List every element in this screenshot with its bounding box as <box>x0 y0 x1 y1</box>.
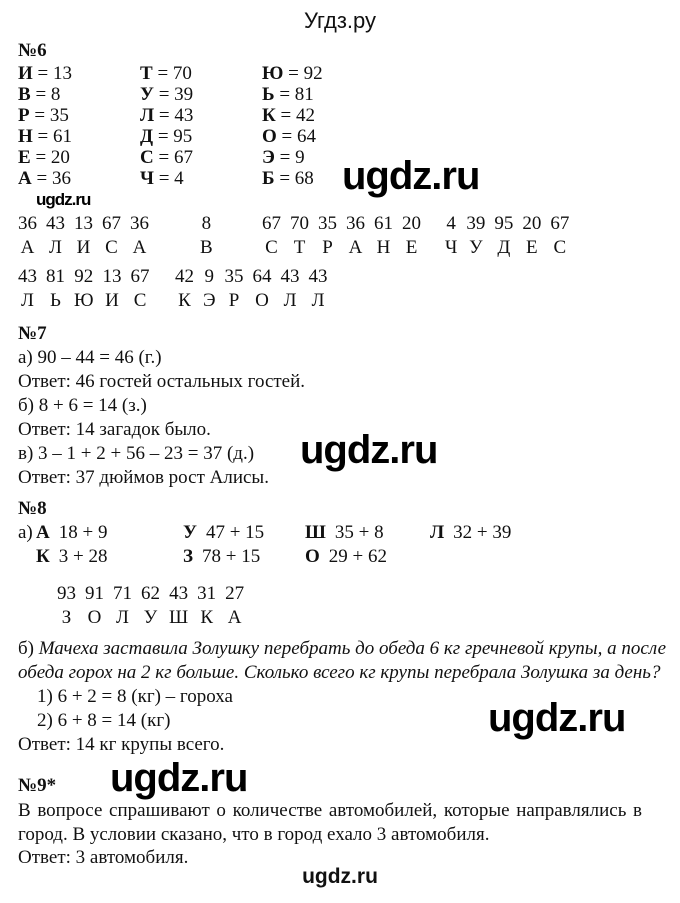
expression-item <box>305 546 387 568</box>
code-pair <box>74 212 93 260</box>
code-pair <box>85 582 104 630</box>
task-9-title: №9* <box>18 775 57 796</box>
code-number: 35 <box>224 266 244 287</box>
code-number: 4 <box>446 213 456 234</box>
task-6-title: №6 <box>18 40 47 61</box>
code-pair <box>169 582 188 630</box>
letter-value-entry <box>262 126 316 148</box>
code-letter: А <box>20 237 35 258</box>
expression-item <box>36 546 108 568</box>
task-7-line: Ответ: 46 гостей остальных гостей. <box>18 371 306 392</box>
letter: Р <box>18 105 30 126</box>
value: = 4 <box>158 168 184 189</box>
code-pair <box>290 212 309 260</box>
code-number: 67 <box>130 266 150 287</box>
code-word <box>262 212 421 260</box>
code-number: 39 <box>466 213 486 234</box>
code-pair <box>102 212 121 260</box>
value: = 95 <box>157 126 193 147</box>
code-number: 36 <box>18 213 37 234</box>
code-number: 67 <box>102 213 121 234</box>
value: = 67 <box>158 147 193 168</box>
code-number: 62 <box>141 583 160 604</box>
code-letter: Л <box>49 237 62 258</box>
code-pair <box>374 212 393 260</box>
code-word <box>200 212 213 260</box>
code-pair <box>197 582 216 630</box>
code-letter: Л <box>283 290 297 311</box>
code-letter: У <box>143 607 158 628</box>
code-pair <box>203 265 216 313</box>
value: = 64 <box>281 126 316 147</box>
value: = 36 <box>36 168 71 189</box>
task-7-line: Ответ: 37 дюймов рост Алисы. <box>18 467 269 488</box>
letter: К <box>262 105 276 126</box>
code-number: 35 <box>318 213 337 234</box>
code-number: 43 <box>169 583 189 604</box>
expression: 3 + 28 <box>58 546 108 567</box>
letter: Е <box>18 147 31 168</box>
task-9-answer: Ответ: 3 автомобиля. <box>18 847 189 868</box>
task-9-line: город. В условии сказано, что в город ехало 3 автомобиля. <box>18 824 490 845</box>
code-number: 9 <box>204 266 215 287</box>
code-letter: Л <box>21 290 34 311</box>
code-letter: У <box>469 237 483 258</box>
code-pair <box>18 212 37 260</box>
letter-value-entry <box>262 63 323 85</box>
value: = 92 <box>288 63 323 84</box>
code-number: 95 <box>494 213 514 234</box>
code-pair <box>253 265 272 313</box>
letter-value-entry <box>140 63 192 85</box>
code-pair <box>113 582 132 630</box>
letter: В <box>18 84 31 105</box>
task-8b-text: Мачеха заставила Золушку перебрать до обеда 6 кг гречневой крупы, а после <box>38 638 667 659</box>
code-pair <box>466 212 485 260</box>
letter-value-entry <box>140 84 193 106</box>
letter-value-entry <box>140 105 193 127</box>
code-number: 27 <box>225 583 245 604</box>
code-letter: И <box>76 237 91 258</box>
code-pair <box>445 212 457 260</box>
task-8b-step: 2) 6 + 8 = 14 (кг) <box>37 710 171 731</box>
code-word <box>57 582 244 630</box>
letter: Ь <box>262 84 275 105</box>
code-number: 91 <box>85 583 104 604</box>
letter: У <box>183 522 197 543</box>
code-letter: О <box>255 290 269 311</box>
task-8b-answer: Ответ: 14 кг крупы всего. <box>18 734 225 755</box>
letter-value-entry <box>140 168 184 190</box>
expression-item <box>36 522 107 544</box>
expression: 18 + 9 <box>58 522 108 543</box>
code-pair <box>141 582 160 630</box>
code-number: 13 <box>74 213 93 234</box>
code-number: 36 <box>346 213 365 234</box>
code-pair <box>225 265 244 313</box>
letter: С <box>140 147 154 168</box>
letter-value-entry <box>262 84 314 106</box>
code-number: 31 <box>197 583 217 604</box>
expression-item <box>183 522 264 544</box>
code-pair <box>281 265 300 313</box>
task-7-line: б) 8 + 6 = 14 (з.) <box>18 395 147 416</box>
code-number: 43 <box>308 266 328 287</box>
code-pair <box>46 212 65 260</box>
code-letter: С <box>265 237 278 258</box>
code-pair <box>402 212 421 260</box>
code-letter: И <box>105 290 119 311</box>
code-number: 43 <box>18 266 37 287</box>
code-letter: Е <box>405 237 418 258</box>
watermark: ugdz.ru <box>300 428 438 472</box>
code-number: 70 <box>290 213 309 234</box>
code-pair <box>200 212 213 260</box>
code-word <box>175 265 328 313</box>
letter: Ю <box>262 63 284 84</box>
code-letter: Т <box>293 237 306 258</box>
letter-value-entry <box>18 105 69 127</box>
code-number: 64 <box>252 266 272 287</box>
code-word <box>445 212 569 260</box>
letter: А <box>36 522 50 543</box>
code-letter: Ч <box>445 237 458 258</box>
code-number: 93 <box>57 583 76 604</box>
code-pair <box>131 265 150 313</box>
value: = 20 <box>35 147 70 168</box>
code-letter: Л <box>311 290 325 311</box>
code-pair <box>262 212 281 260</box>
letter-value-entry <box>18 168 71 190</box>
code-letter: З <box>61 607 72 628</box>
code-letter: О <box>87 607 102 628</box>
task-8-prefix: а) <box>18 522 33 543</box>
value: = 8 <box>35 84 61 105</box>
letter-value-entry <box>18 147 70 169</box>
expression: 47 + 15 <box>205 522 265 543</box>
code-letter: Н <box>376 237 391 258</box>
value: = 70 <box>157 63 192 84</box>
letter: О <box>262 126 277 147</box>
letter-value-entry <box>140 126 192 148</box>
code-number: 36 <box>130 213 149 234</box>
code-number: 43 <box>280 266 300 287</box>
value: = 43 <box>158 105 194 126</box>
letter-value-entry <box>262 147 305 169</box>
code-letter: К <box>200 607 214 628</box>
code-pair <box>46 265 65 313</box>
letter-value-entry <box>262 105 315 127</box>
letter-value-entry <box>18 84 60 106</box>
code-letter: А <box>227 607 242 628</box>
value: = 9 <box>279 147 305 168</box>
expression-item <box>183 546 260 568</box>
letter: Б <box>262 168 275 189</box>
task-8b-prefix: б) <box>18 638 34 659</box>
code-pair <box>550 212 569 260</box>
code-number: 61 <box>374 213 393 234</box>
letter: Л <box>140 105 155 126</box>
code-letter: А <box>348 237 363 258</box>
code-number: 81 <box>46 266 65 287</box>
letter: И <box>18 63 33 84</box>
code-pair <box>522 212 541 260</box>
task-7-line: а) 90 – 44 = 46 (г.) <box>18 347 162 368</box>
code-number: 20 <box>402 213 421 234</box>
footer-watermark: ugdz.ru <box>302 865 378 888</box>
value: = 68 <box>279 168 314 189</box>
expression: 32 + 39 <box>453 522 512 543</box>
code-letter: К <box>178 290 191 311</box>
letter-value-entry <box>140 147 193 169</box>
code-number: 92 <box>74 266 94 287</box>
code-number: 43 <box>46 213 65 234</box>
code-pair <box>225 582 244 630</box>
value: = 39 <box>158 84 194 105</box>
letter: Д <box>140 126 154 147</box>
letter-value-entry <box>18 126 72 148</box>
code-pair <box>494 212 513 260</box>
code-pair <box>130 212 149 260</box>
code-pair <box>318 212 337 260</box>
letter: Т <box>140 63 153 84</box>
value: = 42 <box>280 105 315 126</box>
code-letter: Э <box>203 290 216 311</box>
task-9-line: В вопросе спрашивают о количестве автомобилей, которые направлялись в <box>18 800 642 821</box>
code-pair <box>309 265 328 313</box>
code-pair <box>175 265 194 313</box>
letter-value-entry <box>18 63 72 85</box>
code-number: 8 <box>201 213 212 234</box>
letter: У <box>140 84 154 105</box>
code-letter: Д <box>497 237 511 258</box>
task-8b-step: 1) 6 + 2 = 8 (кг) – гороха <box>37 686 233 707</box>
task-7-title: №7 <box>18 323 47 344</box>
code-number: 67 <box>262 213 281 234</box>
code-number: 13 <box>102 266 122 287</box>
code-letter: Р <box>228 290 240 311</box>
code-letter: Ю <box>74 290 94 311</box>
code-pair <box>18 265 37 313</box>
code-letter: Ш <box>169 607 189 628</box>
watermark: ugdz.ru <box>36 190 91 209</box>
code-letter: С <box>105 237 118 258</box>
task-7-line: в) 3 – 1 + 2 + 56 – 23 = 37 (д.) <box>18 443 255 464</box>
letter: Ч <box>140 168 154 189</box>
code-letter: В <box>200 237 213 258</box>
code-word <box>18 212 149 260</box>
code-number: 67 <box>550 213 570 234</box>
expression: 78 + 15 <box>202 546 261 567</box>
expression-item <box>305 522 384 544</box>
task-8b-problem <box>18 638 666 660</box>
value: = 81 <box>279 84 314 105</box>
value: = 35 <box>34 105 69 126</box>
letter: Ш <box>305 522 326 543</box>
expression-item <box>430 522 511 544</box>
watermark: ugdz.ru <box>488 696 626 740</box>
letter: А <box>18 168 32 189</box>
letter-value-entry <box>262 168 314 190</box>
code-pair <box>103 265 122 313</box>
site-header-title: Угдз.ру <box>303 8 377 33</box>
value: = 61 <box>37 126 72 147</box>
code-pair <box>57 582 76 630</box>
watermark: ugdz.ru <box>342 154 480 198</box>
code-letter: Л <box>116 607 129 628</box>
code-number: 71 <box>113 583 132 604</box>
task-7-line: Ответ: 14 загадок было. <box>18 419 211 440</box>
watermark: ugdz.ru <box>110 756 248 800</box>
code-letter: А <box>132 237 147 258</box>
code-pair <box>74 265 94 313</box>
code-number: 20 <box>522 213 542 234</box>
expression: 35 + 8 <box>334 522 384 543</box>
expression: 29 + 62 <box>328 546 387 567</box>
code-letter: С <box>553 237 567 258</box>
letter: З <box>183 546 194 567</box>
code-letter: С <box>133 290 147 311</box>
value: = 13 <box>37 63 72 84</box>
letter: О <box>305 546 320 567</box>
code-word <box>18 265 150 313</box>
code-pair <box>346 212 365 260</box>
code-letter: Р <box>322 237 333 258</box>
letter: К <box>36 546 50 567</box>
code-number: 42 <box>175 266 194 287</box>
letter: Л <box>430 522 445 543</box>
task-8b-text: обеда горох на 2 кг больше. Сколько всего кг крупы перебрала Золушка за день? <box>18 662 661 683</box>
task-8-title: №8 <box>18 498 47 519</box>
letter: Э <box>262 147 275 168</box>
code-letter: Е <box>526 237 538 258</box>
letter: Н <box>18 126 33 147</box>
code-letter: Ь <box>50 290 61 311</box>
